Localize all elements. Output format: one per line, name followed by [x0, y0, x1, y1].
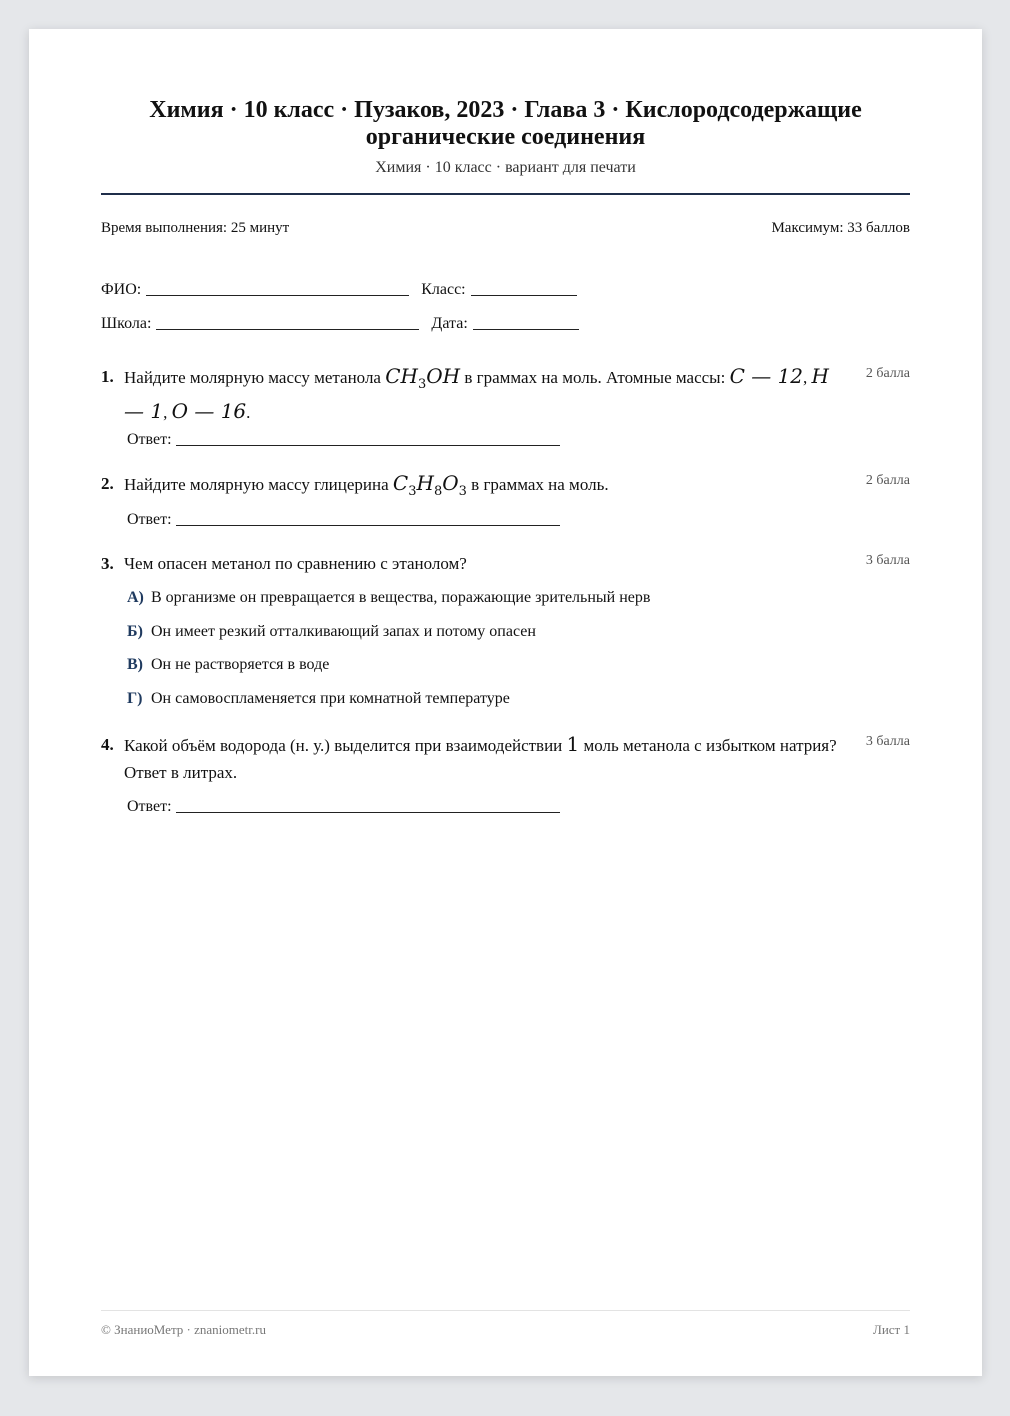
- option-text: Он имеет резкий отталкивающий запах и потому опасен: [151, 623, 536, 640]
- option-letter: Б): [127, 623, 143, 640]
- answer-label: Ответ:: [127, 511, 172, 528]
- date-label: Дата:: [431, 315, 468, 332]
- footer-copyright: © ЗнаниоМетр · znaniometr.ru: [101, 1322, 266, 1337]
- answer-input-line[interactable]: [176, 524, 560, 526]
- question-points: 2 балла: [865, 473, 910, 488]
- page-title: Химия · 10 класс · Пузаков, 2023 · Глава 3 · Кислородсодержащие органические соединения: [149, 97, 862, 150]
- option-c[interactable]: [127, 656, 329, 674]
- option-text: В организме он превращается в вещества, поражающие зрительный нерв: [151, 589, 651, 606]
- time-limit: Время выполнения: 25 минут: [101, 220, 290, 236]
- mass-oxygen: O — 16: [171, 399, 247, 423]
- class-input-line[interactable]: [471, 294, 577, 296]
- answer-1: [127, 431, 572, 449]
- question-number: 3.: [101, 554, 114, 573]
- question-points: 3 балла: [865, 734, 910, 749]
- date-input-line[interactable]: [473, 328, 579, 330]
- option-letter: Г): [127, 690, 143, 707]
- option-letter: В): [127, 656, 143, 673]
- question-number: 4.: [101, 735, 114, 754]
- formula-methanol: $CH_3OH$: [385, 364, 461, 392]
- max-score: Максимум: 33 баллов: [771, 220, 910, 236]
- footer-divider: [101, 1310, 910, 1311]
- answer-input-line[interactable]: [176, 811, 560, 813]
- question-4: [101, 731, 910, 786]
- answer-label: Ответ:: [127, 431, 172, 448]
- question-number: 2.: [101, 474, 114, 493]
- option-b[interactable]: [127, 623, 536, 641]
- footer: [101, 1322, 910, 1338]
- class-label: Класс:: [421, 281, 466, 298]
- page-number: Лист 1: [873, 1322, 910, 1337]
- page-subtitle: Химия · 10 класс · вариант для печати: [375, 159, 636, 176]
- mass-hydrogen: H — 1: [124, 364, 829, 423]
- option-a[interactable]: [127, 589, 650, 607]
- option-text: Он самовоспламеняется при комнатной температуре: [151, 690, 510, 707]
- question-points: 3 балла: [865, 553, 910, 568]
- answer-label: Ответ:: [127, 798, 172, 815]
- question-2: [101, 470, 910, 505]
- meta-row: [101, 220, 910, 237]
- question-text: Найдите молярную массу глицерина $C_3H_8O_3$ в граммах на моль.: [124, 471, 609, 499]
- question-text: Чем опасен метанол по сравнению с этанолом?: [124, 554, 467, 573]
- answer-input-line[interactable]: [176, 444, 560, 446]
- answer-2: [127, 511, 572, 529]
- option-d[interactable]: [127, 690, 510, 708]
- school-row: [101, 315, 591, 333]
- school-label: Школа:: [101, 315, 152, 332]
- fio-label: ФИО:: [101, 281, 142, 298]
- fio-row: [101, 281, 589, 299]
- worksheet-page: [29, 29, 982, 1376]
- question-text: Найдите молярную массу метанола $CH_3OH$ в граммах на моль. Атомные массы: C — 12, H — 1, O — 16.: [124, 364, 829, 423]
- question-1: [101, 363, 910, 426]
- question-points: 2 балла: [865, 366, 910, 381]
- mass-carbon: C — 12: [729, 364, 804, 388]
- question-3: [101, 550, 910, 577]
- question-number: 1.: [101, 367, 114, 386]
- school-input-line[interactable]: [156, 328, 419, 330]
- formula-glycerol: $C_3H_8O_3$: [392, 471, 467, 499]
- answer-4: [127, 798, 572, 816]
- option-letter: А): [127, 589, 144, 606]
- moles-value: 1: [566, 732, 580, 756]
- question-text: Какой объём водорода (н. у.) выделится при взаимодействии 1 моль метанола с избытком натрия? Ответ в литрах.: [124, 732, 837, 782]
- header-divider: [101, 193, 910, 195]
- fio-input-line[interactable]: [146, 294, 409, 296]
- option-text: Он не растворяется в воде: [151, 656, 330, 673]
